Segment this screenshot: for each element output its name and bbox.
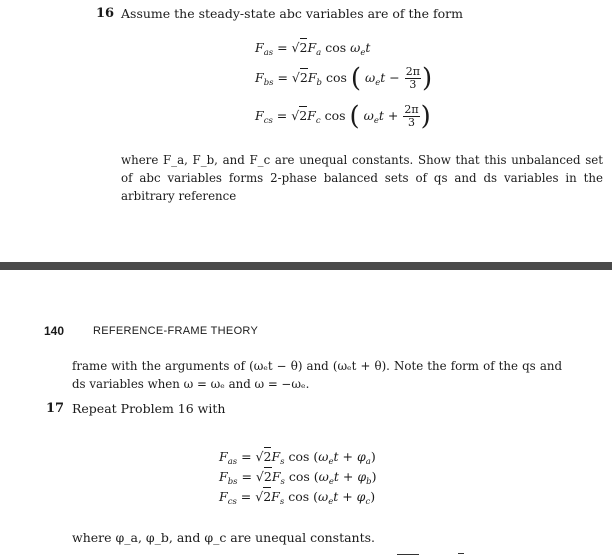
equation-fbs: $F_{bs} = √2F_b$ cos ( $\omega_et$ − $\frac{2\pi}{3}$ ) (255, 63, 433, 94)
page-number: 140 (44, 324, 65, 338)
continuation-text: frame with the arguments of (ωₑt − θ) and (ωₑt + θ). Note the form of the qs and ds variables when ω = ωₑ and ω = −ωₑ. (72, 359, 562, 391)
problem-16-body: where F_a, F_b, and F_c are unequal constants. Show that this unbalanced set of abc variables forms 2-phase balanced sets of qs and ds variables in the arbitrary reference (121, 153, 603, 203)
problem-16-prompt: Assume the steady-state abc variables are of the form (121, 6, 463, 21)
running-header: REFERENCE-FRAME THEORY (93, 325, 259, 337)
problem-17-body: where φ_a, φ_b, and φ_c are unequal constants. (72, 530, 376, 545)
page-divider (0, 262, 612, 270)
bottom-page (0, 270, 612, 555)
problem-17-number: 17 (46, 401, 65, 416)
problem-16-number: 16 (96, 6, 115, 21)
scan-artifact (458, 553, 464, 554)
equation-fas-phase: $F_{as} = √2F_s$ $\cos (\omega_et + \varphi_a)$ (219, 449, 376, 467)
equation-fbs-phase: $F_{bs} = √2F_s$ $\cos (\omega_et + \varphi_b)$ (219, 469, 377, 487)
equation-fcs: $F_{cs} = √2F_c$ cos ( $\omega_et$ + $\frac{2\pi}{3}$ ) (255, 101, 431, 132)
equation-fas: $F_{as} = √2F_a$ $\cos \omega_et$ (255, 40, 371, 58)
top-page (0, 0, 612, 262)
problem-17-prompt: Repeat Problem 16 with (72, 401, 226, 416)
equation-fcs-phase: $F_{cs} = √2F_s$ $\cos (\omega_et + \varphi_c)$ (219, 489, 376, 507)
